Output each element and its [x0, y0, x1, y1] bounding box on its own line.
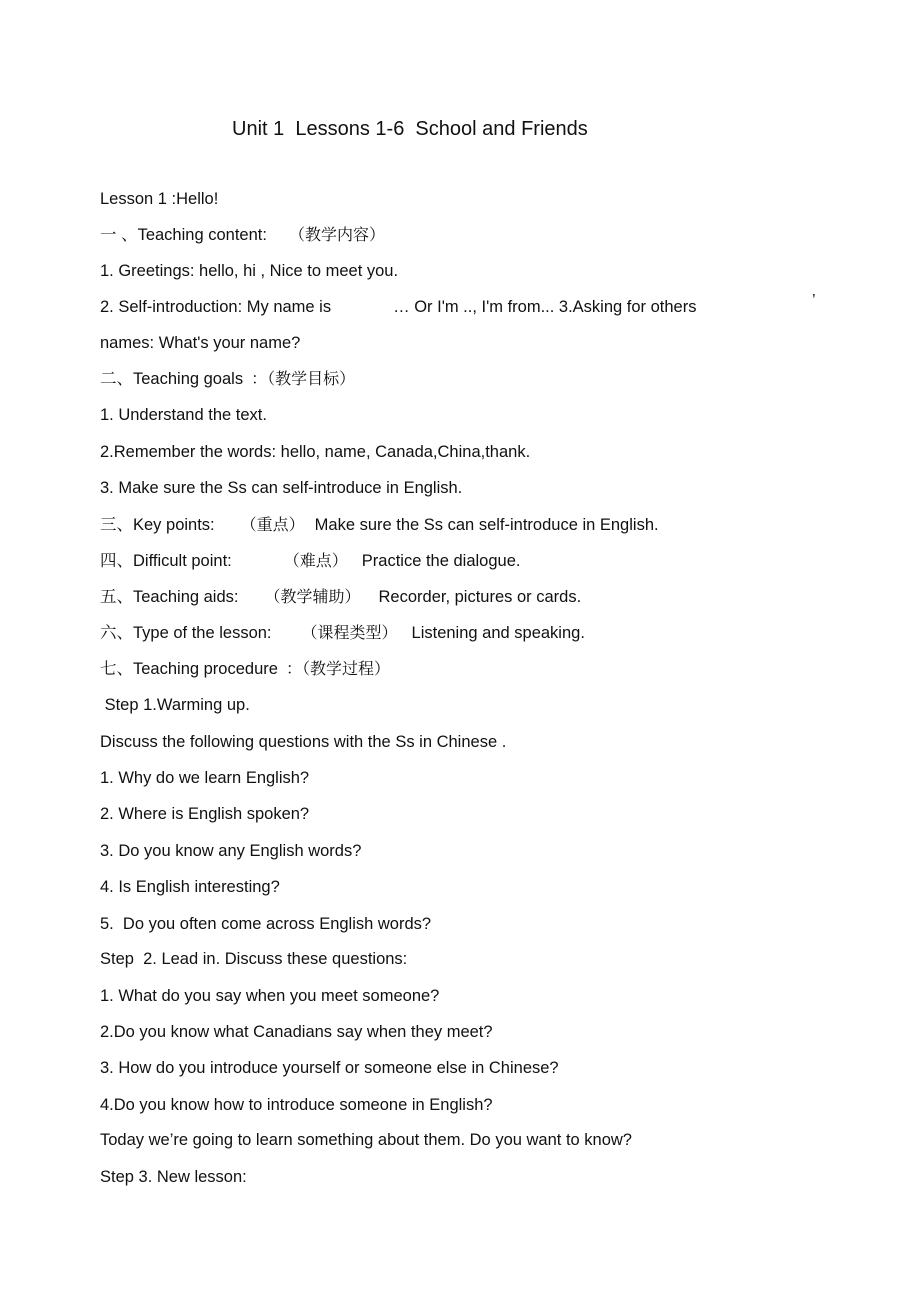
- section-label: 七、Teaching procedure: [100, 660, 278, 678]
- question-item: 3. How do you introduce yourself or someone else in Chinese?: [100, 1059, 559, 1077]
- section-cn-label: ：（教学过程）: [285, 659, 390, 678]
- goal-item: 2.Remember the words: hello, name, Canada,China,thank.: [100, 443, 531, 461]
- question-item: 4.Do you know how to introduce someone in English?: [100, 1096, 493, 1114]
- section-cn-label: （课程类型）: [301, 623, 398, 642]
- section-label: 六、Type of the lesson:: [100, 624, 272, 642]
- content-item-part: … Or I'm .., I'm from... 3.Asking for others: [393, 298, 697, 316]
- section-teaching-goals: [100, 368, 355, 390]
- step-heading: Step 1.Warming up.: [100, 696, 250, 714]
- closing-sentence: Today we’re going to learn something about them. Do you want to know?: [100, 1131, 632, 1149]
- section-cn-label: （重点）: [240, 515, 305, 534]
- question-item: 5. Do you often come across English words?: [100, 915, 432, 933]
- step-heading: Step 3. New lesson:: [100, 1168, 247, 1186]
- question-item: 4. Is English interesting?: [100, 878, 280, 896]
- lesson-heading: Lesson 1 :Hello!: [100, 190, 219, 208]
- section-teaching-aids: [100, 586, 581, 608]
- step-heading: Step 2. Lead in. Discuss these questions:: [100, 950, 408, 968]
- step-intro: Discuss the following questions with the Ss in Chinese .: [100, 733, 507, 751]
- section-cn-label: （难点）: [283, 551, 348, 570]
- question-item: 3. Do you know any English words?: [100, 842, 362, 860]
- section-difficult-point: [100, 550, 520, 572]
- content-item-part: 2. Self-introduction: My name is: [100, 298, 332, 316]
- section-text: Listening and speaking.: [411, 624, 585, 642]
- apostrophe-mark: ’: [812, 292, 816, 309]
- section-cn-label: （教学辅助）: [264, 587, 361, 606]
- content-item: 1. Greetings: hello, hi , Nice to meet you.: [100, 262, 399, 280]
- section-lesson-type: [100, 622, 585, 644]
- document-title: Unit 1 Lessons 1-6 School and Friends: [232, 118, 588, 140]
- question-item: 1. What do you say when you meet someone?: [100, 987, 440, 1005]
- question-item: 2. Where is English spoken?: [100, 805, 310, 823]
- section-text: Make sure the Ss can self-introduce in English.: [314, 516, 659, 534]
- content-item: names: What's your name?: [100, 334, 301, 352]
- goal-item: 1. Understand the text.: [100, 406, 267, 424]
- section-label: 四、Difficult point:: [100, 552, 232, 570]
- section-cn-label: （教学内容）: [288, 225, 385, 244]
- section-teaching-procedure: [100, 658, 390, 680]
- section-label: 二、Teaching goals: [100, 370, 244, 388]
- goal-item: 3. Make sure the Ss can self-introduce in English.: [100, 479, 463, 497]
- section-label: 一 、Teaching content:: [100, 226, 267, 244]
- section-label: 三、Key points:: [100, 516, 215, 534]
- section-text: Recorder, pictures or cards.: [378, 588, 582, 606]
- section-label: 五、Teaching aids:: [100, 588, 239, 606]
- question-item: 1. Why do we learn English?: [100, 769, 310, 787]
- section-cn-label: ：（教学目标）: [251, 369, 356, 388]
- content-item: [100, 296, 696, 318]
- section-text: Practice the dialogue.: [361, 552, 521, 570]
- section-key-points: [100, 514, 659, 536]
- section-teaching-content: [100, 224, 385, 246]
- question-item: 2.Do you know what Canadians say when they meet?: [100, 1023, 493, 1041]
